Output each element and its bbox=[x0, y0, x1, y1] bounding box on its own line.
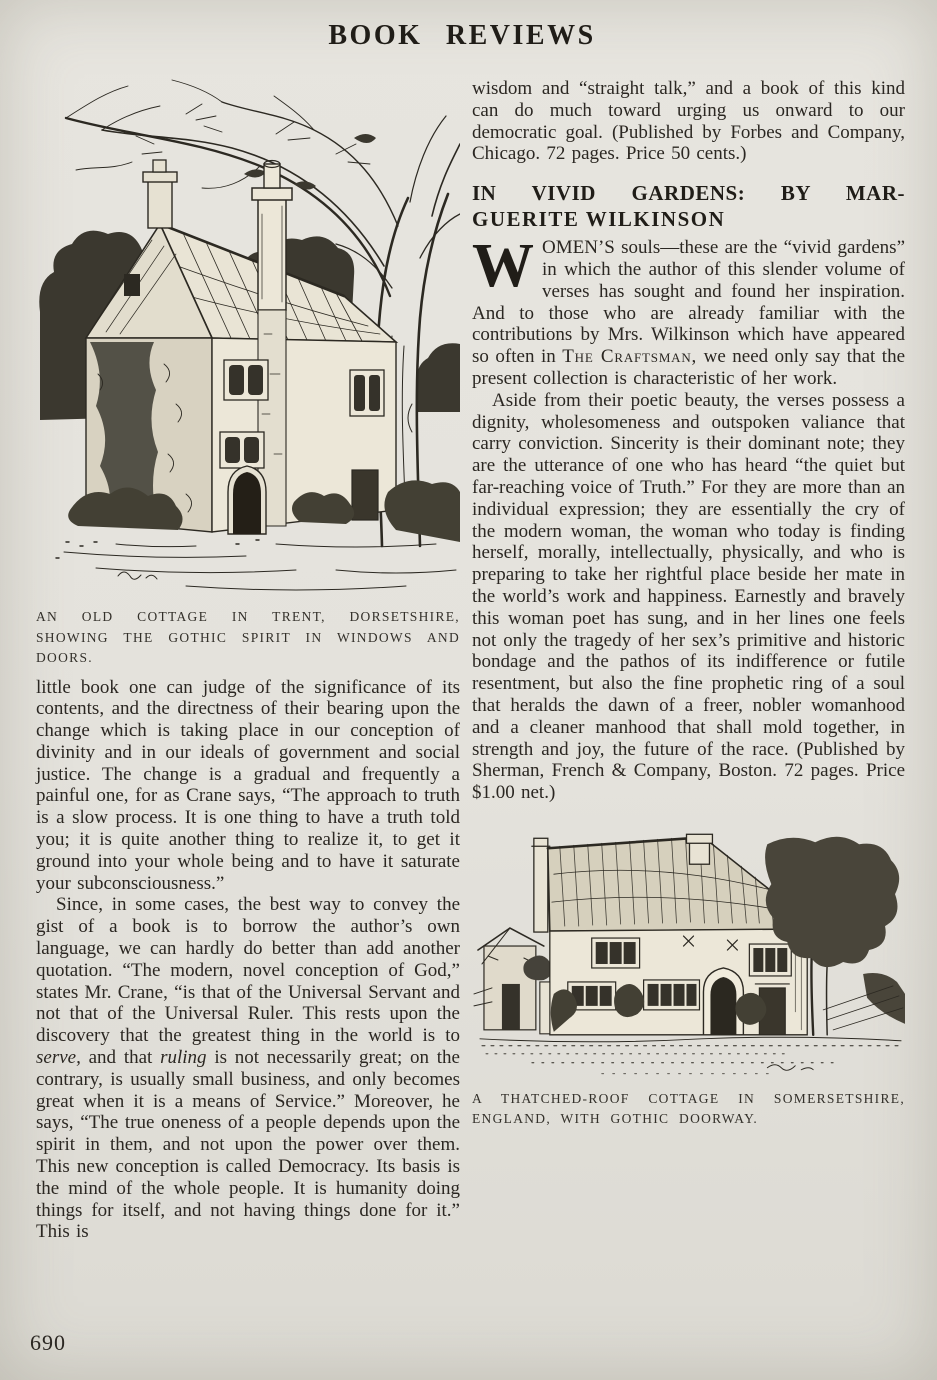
page-title: BOOK REVIEWS bbox=[328, 20, 596, 51]
illustration-caption: AN OLD COTTAGE IN TRENT, DORSETSHIRE, SHOWING THE GOTHIC SPIRIT IN WINDOWS AND DOORS. bbox=[36, 609, 460, 665]
wilkinson-review-paragraph: Aside from their poetic beauty, the verses possess a dignity, wholesomeness and outspoken valiance that carry conviction. Sincerity is their dominant note; they are the utterance of one who has heard “the quiet but far-reaching voice of Truth.” For they are more than an individual expression; they are essentially the cry of the modern woman, the woman who today is finding herself, morally, intellectually, physically, and who is preparing to take her rightful place beside her mate in the world’s work and happiness. Earnestly and bravely this woman poet has sung, and in her lines one feels not only the tragedy of her sex’s primitive and historic bondage and the pathos of its indifference or futile resentment, but also the fine prophetic ring of a soul that heralds the dawn of a freer, nobler womanhood and a cleaner manhood that shall mold together, in strength and joy, the future of the race. (Published by Sherman, French & Company, Boston. 72 pages. Price $1.00 net.) bbox=[472, 389, 905, 804]
paragraph-text: we need only say that the present collection is characteristic of her work. bbox=[472, 346, 906, 389]
dropcap-w: W bbox=[472, 232, 534, 301]
crane-review-paragraph-2 bbox=[36, 894, 460, 1243]
right-column bbox=[472, 78, 905, 1130]
paragraph-text: is not necessarily great; on the contrary, is usually small business, and only becomes great when it is a means of Service.” Moreover, he says, “The true oneness of a people depends upon the spirit in them, and not upon the power over them. This new conception is called Democracy. Its basis is the mind of the whole people. It is humanity doing things for itself, and not having things done for it.” This is bbox=[36, 1047, 460, 1243]
paragraph-text: OMEN’S souls—these are the “vivid gardens” in which the author of this slender volume of verses has sought and found her inspiration. And to those who are already familiar with the contributions by Mrs. Wilkinson which have appeared so often in bbox=[472, 237, 905, 368]
old-cottage-illustration bbox=[36, 74, 460, 669]
left-column bbox=[36, 74, 460, 1243]
thatched-cottage-illustration bbox=[472, 832, 905, 1130]
paragraph-text: and that bbox=[80, 1047, 161, 1069]
craftsman-smallcaps: The Craftsman, bbox=[562, 346, 698, 368]
old-cottage-drawing bbox=[36, 74, 460, 602]
review-heading-line1: IN VIVID GARDENS: BY MAR- bbox=[472, 181, 905, 206]
review-heading-line2: GUERITE WILKINSON bbox=[472, 207, 726, 232]
womens-souls-paragraph bbox=[472, 232, 906, 390]
page-number: 690 bbox=[30, 1330, 66, 1355]
italic-serve: serve, bbox=[36, 1047, 81, 1069]
review-heading bbox=[472, 180, 905, 232]
paragraph-text: Since, in some cases, the best way to convey the gist of a book is to borrow the author’s own language, we can hardly do better than add another quotation. “The modern, novel conception of God,” states Mr. Crane, “is that of the Universal Servant and not that of the Universal Ruler. This rests upon the discovery that the greatest thing in the world is to bbox=[36, 894, 460, 1047]
illustration-caption: A THATCHED-ROOF COTTAGE IN SOMERSETSHIRE, ENGLAND, WITH GOTHIC DOORWAY. bbox=[472, 1090, 905, 1127]
italic-ruling: ruling bbox=[160, 1047, 207, 1069]
forbes-closing-paragraph: wisdom and “straight talk,” and a book of this kind can do much toward urging us onward to our democratic goal. (Published by Forbes and Company, Chicago. 72 pages. Price 50 cents.) bbox=[472, 78, 905, 165]
crane-review-paragraph-1: little book one can judge of the significance of its contents, and the directness of their bearing upon the change which is taking place in our conception of divinity and in our ideals of government and social justice. The change is a gradual and frequently a painful one, for as Crane says, “The approach to truth is a slow process. It is one thing to have a truth told you; it is quite another thing to realize it, to get it ground into your whole being and to have it saturate your subconsciousness.” bbox=[36, 676, 460, 894]
thatched-cottage-drawing bbox=[472, 832, 905, 1084]
